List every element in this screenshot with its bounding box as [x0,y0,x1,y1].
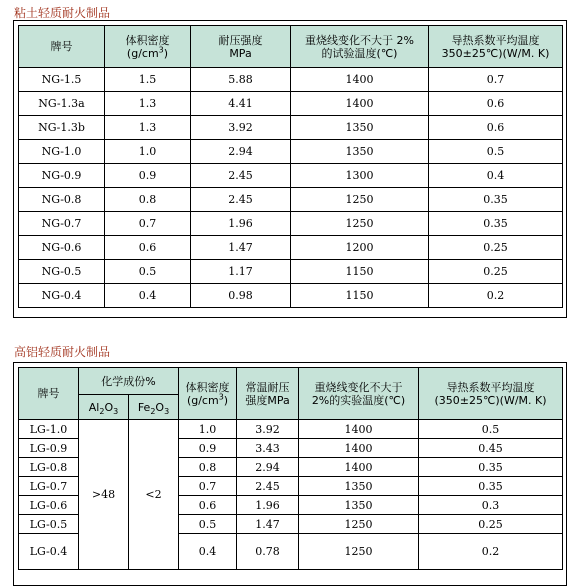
cell-k: 0.2 [419,534,563,570]
cell-temp: 1400 [299,458,419,477]
header-strength-l2: MPa [229,46,252,60]
al-b: O [104,400,114,414]
cell-k: 0.35 [429,212,563,236]
cell-brand: LG-0.4 [19,534,79,570]
cell-brand: LG-0.7 [19,477,79,496]
cell-k: 0.5 [429,140,563,164]
header-density-l2a: (g/cm [126,46,159,60]
cell-fe2o3: <2 [129,420,179,570]
fe-sub1: 2 [150,406,156,416]
cell-k: 0.6 [429,116,563,140]
cell-temp: 1150 [291,284,429,308]
header2-chem: 化学成份% [79,368,179,395]
cell-k: 0.6 [429,92,563,116]
header2-thermal [419,368,563,420]
header2-thermal-l2: (350±25℃)(W/M. K) [434,393,547,407]
header-thermal-l1: 导热系数平均温度 [451,33,540,47]
cell-k: 0.45 [419,439,563,458]
cell-density: 1.3 [105,92,191,116]
cell-strength: 0.78 [237,534,299,570]
cell-density: 1.3 [105,116,191,140]
header2-shrink-l2: 2%的实验温度(℃) [311,393,406,407]
cell-brand: NG-1.0 [19,140,105,164]
cell-temp: 1400 [299,420,419,439]
cell-brand: NG-0.9 [19,164,105,188]
cell-brand: LG-0.9 [19,439,79,458]
cell-k: 0.35 [419,477,563,496]
cell-strength: 4.41 [191,92,291,116]
cell-strength: 1.96 [191,212,291,236]
cell-brand: LG-0.6 [19,496,79,515]
header2-brand: 牌号 [19,368,79,420]
cell-density: 1.0 [179,420,237,439]
cell-al2o3: >48 [79,420,129,570]
cell-temp: 1250 [299,534,419,570]
cell-brand: LG-1.0 [19,420,79,439]
cell-temp: 1350 [299,496,419,515]
header2-density-l2b: ) [223,393,229,407]
cell-brand: NG-0.5 [19,260,105,284]
cell-density: 0.4 [179,534,237,570]
cell-temp: 1250 [291,188,429,212]
header2-al2o3 [79,395,129,420]
cell-temp: 1400 [291,68,429,92]
clay-table [18,25,563,308]
cell-strength: 1.96 [237,496,299,515]
cell-density: 0.6 [179,496,237,515]
cell-k: 0.25 [429,260,563,284]
header-strength [191,26,291,68]
section1-title: 粘土轻质耐火制品 [14,6,111,20]
cell-temp: 1150 [291,260,429,284]
cell-temp: 1400 [291,92,429,116]
cell-density: 1.5 [105,68,191,92]
section2-title: 高铝轻质耐火制品 [14,345,111,359]
header-thermal-l2: 350±25℃)(W/M. K) [441,46,550,60]
cell-density: 0.7 [179,477,237,496]
table-row [19,164,563,188]
cell-temp: 1350 [299,477,419,496]
cell-k: 0.35 [419,458,563,477]
cell-strength: 3.92 [237,420,299,439]
header-thermal [429,26,563,68]
cell-brand: NG-0.8 [19,188,105,212]
fe-sub2: 3 [164,406,170,416]
header2-shrink-temp [299,368,419,420]
cell-strength: 1.17 [191,260,291,284]
header-shrink-temp [291,26,429,68]
header-strength-l1: 耐压强度 [218,33,263,47]
cell-temp: 1300 [291,164,429,188]
cell-strength: 2.45 [191,188,291,212]
fe-a: Fe [137,400,151,414]
header2-strength [237,368,299,420]
header-density-sup: 3 [158,44,164,54]
cell-strength: 3.92 [191,116,291,140]
cell-density: 0.9 [179,439,237,458]
cell-temp: 1350 [291,140,429,164]
header2-strength-l2: 强度MPa [245,393,290,407]
cell-k: 0.35 [429,188,563,212]
header-shrink-l2: 的试验温度(℃) [321,46,398,60]
table-row [19,188,563,212]
cell-k: 0.4 [429,164,563,188]
table-row [19,140,563,164]
header2-density-sup: 3 [218,391,224,401]
cell-brand: NG-0.6 [19,236,105,260]
table-row [19,420,563,439]
cell-k: 0.25 [429,236,563,260]
cell-brand: NG-0.4 [19,284,105,308]
cell-strength: 2.94 [237,458,299,477]
cell-density: 0.5 [179,515,237,534]
cell-strength: 2.94 [191,140,291,164]
cell-strength: 1.47 [237,515,299,534]
cell-brand: NG-1.3a [19,92,105,116]
header2-fe2o3 [129,395,179,420]
cell-strength: 2.45 [191,164,291,188]
cell-density: 0.6 [105,236,191,260]
cell-k: 0.3 [419,496,563,515]
cell-k: 0.7 [429,68,563,92]
cell-temp: 1200 [291,236,429,260]
cell-k: 0.25 [419,515,563,534]
header-density [105,26,191,68]
header-brand: 牌号 [19,26,105,68]
table-row [19,236,563,260]
cell-brand: NG-0.7 [19,212,105,236]
cell-density: 0.4 [105,284,191,308]
table-row [19,212,563,236]
header-shrink-l1: 重烧线变化不大于 2% [305,33,414,47]
cell-density: 0.5 [105,260,191,284]
cell-temp: 1250 [291,212,429,236]
cell-strength: 0.98 [191,284,291,308]
cell-density: 0.8 [179,458,237,477]
cell-temp: 1350 [291,116,429,140]
table-row [19,116,563,140]
header2-thermal-l1: 导热系数平均温度 [446,380,535,394]
table-row [19,260,563,284]
table-row [19,92,563,116]
al-a: Al [88,400,100,414]
cell-k: 0.5 [419,420,563,439]
al-sub1: 2 [99,406,105,416]
cell-density: 0.9 [105,164,191,188]
table-row [19,68,563,92]
table-row [19,284,563,308]
cell-density: 0.8 [105,188,191,212]
cell-density: 0.7 [105,212,191,236]
cell-strength: 2.45 [237,477,299,496]
alumina-table [18,367,563,570]
cell-strength: 5.88 [191,68,291,92]
cell-strength: 3.43 [237,439,299,458]
fe-b: O [155,400,165,414]
header2-density-l2a: (g/cm [186,393,219,407]
cell-temp: 1250 [299,515,419,534]
header2-strength-l1: 常温耐压 [245,380,290,394]
cell-brand: LG-0.5 [19,515,79,534]
cell-strength: 1.47 [191,236,291,260]
al-sub2: 3 [113,406,119,416]
cell-k: 0.2 [429,284,563,308]
header2-shrink-l1: 重烧线变化不大于 [314,380,403,394]
header2-density-l1: 体积密度 [185,380,230,394]
header-density-l1: 体积密度 [125,33,170,47]
cell-brand: LG-0.8 [19,458,79,477]
cell-brand: NG-1.3b [19,116,105,140]
cell-brand: NG-1.5 [19,68,105,92]
header2-density [179,368,237,420]
cell-density: 1.0 [105,140,191,164]
header-density-l2b: ) [163,46,169,60]
cell-temp: 1400 [299,439,419,458]
